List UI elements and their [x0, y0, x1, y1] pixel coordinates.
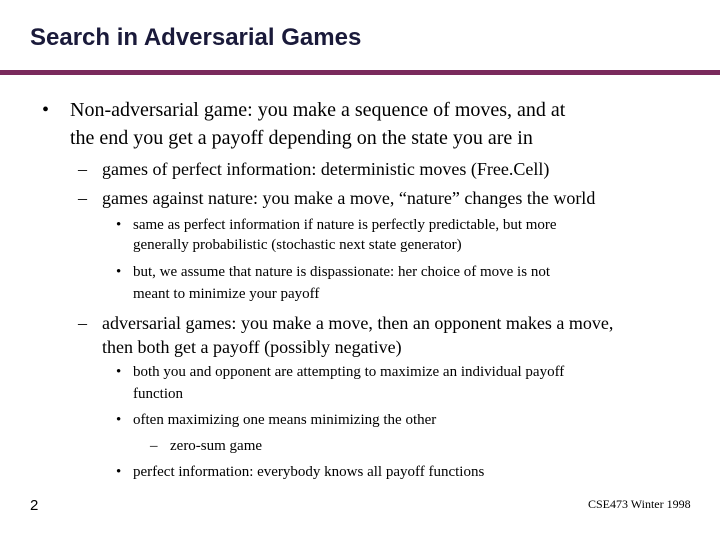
small-bullet-marker: •: [116, 264, 122, 280]
bullet-marker: •: [42, 99, 50, 121]
sub-item-3-line-a: adversarial games: you make a move, then an opponent makes a move,: [102, 313, 614, 333]
dash-marker: –: [150, 438, 158, 454]
subsub-item-4: often maximizing one means minimizing the other: [133, 412, 437, 428]
subsub-item-2-line-b: meant to minimize your payoff: [133, 286, 320, 302]
subsub-item-3-line-b: function: [133, 386, 183, 402]
small-bullet-marker: •: [116, 464, 122, 480]
small-bullet-marker: •: [116, 364, 122, 380]
subsub-item-4-child: zero-sum game: [170, 438, 263, 454]
subsub-item-1-line-a: same as perfect information if nature is perfectly predictable, but more: [133, 217, 557, 233]
small-bullet-marker: •: [116, 412, 122, 428]
bullet-1-line-b: the end you get a payoff depending on the state you are in: [70, 127, 533, 149]
footer-course: CSE473 Winter 1998: [588, 497, 691, 511]
slide-title: Search in Adversarial Games: [30, 24, 362, 51]
small-bullet-marker: •: [116, 217, 122, 233]
sub-item-1: games of perfect information: deterministic moves (Free.Cell): [102, 159, 550, 179]
subsub-item-2-line-a: but, we assume that nature is dispassionate: her choice of move is not: [133, 264, 550, 280]
dash-marker: –: [78, 159, 87, 179]
sub-item-2: games against nature: you make a move, “nature” changes the world: [102, 188, 596, 208]
subsub-item-5: perfect information: everybody knows all payoff functions: [133, 464, 485, 480]
subsub-item-3-line-a: both you and opponent are attempting to maximize an individual payoff: [133, 364, 565, 380]
bullet-1-line-a: Non-adversarial game: you make a sequence of moves, and at: [70, 99, 566, 121]
dash-marker: –: [78, 313, 87, 333]
sub-item-3-line-b: then both get a payoff (possibly negative): [102, 337, 402, 357]
dash-marker: –: [78, 188, 87, 208]
title-divider: [0, 70, 720, 75]
page-number: 2: [30, 497, 39, 514]
subsub-item-1-line-b: generally probabilistic (stochastic next state generator): [133, 237, 462, 253]
